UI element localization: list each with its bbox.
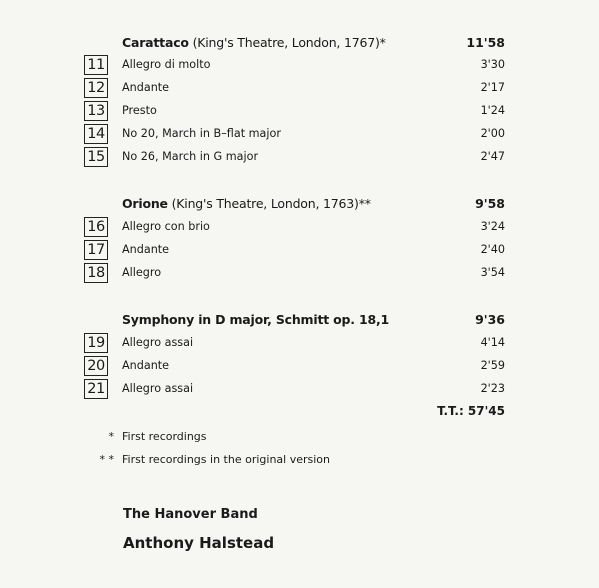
track-row <box>84 101 505 121</box>
track-title: Andante <box>122 243 170 256</box>
track-duration: 1'24 <box>480 104 505 117</box>
track-number: 19 <box>84 333 108 353</box>
track-number: 16 <box>84 217 108 237</box>
track-duration: 3'24 <box>480 220 505 233</box>
track-duration: 2'23 <box>480 382 505 395</box>
track-duration: 2'40 <box>480 243 505 256</box>
track-row <box>84 55 505 75</box>
work-duration: 9'58 <box>475 196 505 211</box>
work-title-orione <box>122 196 371 211</box>
work-name: Carattaco <box>122 35 189 50</box>
track-title: Allegro <box>122 266 162 279</box>
track-duration: 4'14 <box>480 336 505 349</box>
track-row <box>84 240 505 260</box>
footnote-mark: * <box>108 430 114 443</box>
track-row <box>84 263 505 283</box>
track-number: 11 <box>84 55 108 75</box>
track-row <box>84 333 505 353</box>
conductor-name: Anthony Halstead <box>123 534 275 552</box>
track-title: Allegro di molto <box>122 58 211 71</box>
footnote-text: First recordings in the original version <box>122 453 330 466</box>
track-duration: 2'17 <box>480 81 505 94</box>
track-title: Allegro con brio <box>122 220 210 233</box>
work-note: (King's Theatre, London, 1767)* <box>188 35 386 50</box>
track-duration: 3'30 <box>480 58 505 71</box>
track-title: Presto <box>122 104 157 117</box>
work-name: Orione <box>122 196 168 211</box>
track-number: 12 <box>84 78 108 98</box>
track-row <box>84 124 505 144</box>
work-title-symphony <box>122 312 389 327</box>
track-number: 18 <box>84 263 108 283</box>
work-name: Symphony in D major, Schmitt op. 18,1 <box>122 312 390 327</box>
track-title: Allegro assai <box>122 382 194 395</box>
track-title: Andante <box>122 81 170 94</box>
track-number: 20 <box>84 356 108 376</box>
total-time: T.T.: 57'45 <box>437 404 505 418</box>
ensemble-name: The Hanover Band <box>123 507 258 522</box>
work-duration: 11'58 <box>466 35 505 50</box>
track-number: 15 <box>84 147 108 167</box>
track-duration: 2'59 <box>480 359 505 372</box>
track-row <box>84 356 505 376</box>
track-row <box>84 379 505 399</box>
track-row <box>84 217 505 237</box>
track-duration: 2'00 <box>480 127 505 140</box>
work-note: (King's Theatre, London, 1763)** <box>167 196 371 211</box>
track-duration: 3'54 <box>480 266 505 279</box>
track-number: 14 <box>84 124 108 144</box>
track-number: 17 <box>84 240 108 260</box>
work-title-carattaco <box>122 35 386 50</box>
track-title: No 26, March in G major <box>122 150 259 163</box>
track-duration: 2'47 <box>480 150 505 163</box>
work-duration: 9'36 <box>475 312 505 327</box>
footnote-text: First recordings <box>122 430 207 443</box>
track-row <box>84 147 505 167</box>
footnote-mark: * * <box>99 453 114 466</box>
track-title: No 20, March in B–flat major <box>122 127 281 140</box>
track-number: 21 <box>84 379 108 399</box>
track-row <box>84 78 505 98</box>
track-title: Andante <box>122 359 170 372</box>
track-title: Allegro assai <box>122 336 194 349</box>
track-number: 13 <box>84 101 108 121</box>
